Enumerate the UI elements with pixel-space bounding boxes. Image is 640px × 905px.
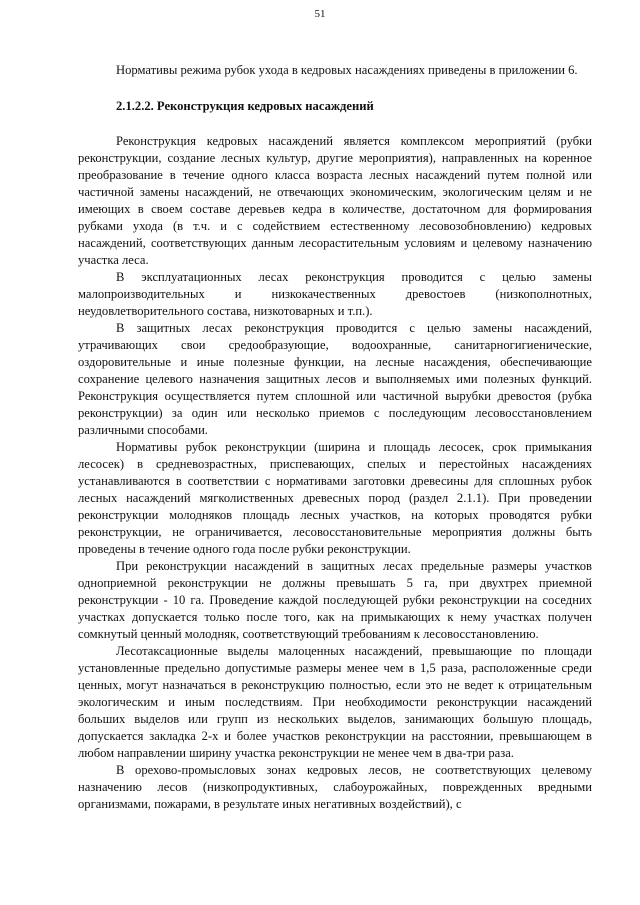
section-heading: 2.1.2.2. Реконструкция кедровых насаждений <box>116 99 374 113</box>
intro-paragraph: Нормативы режима рубок ухода в кедровых насаждениях приведены в приложении 6. <box>116 63 578 77</box>
paragraph: В эксплуатационных лесах реконструкция проводится с целью замены малопроизводительных и низкокачественных древостоев (низкополнотных, неудовлетворительного состава, низкотоварных и т.п.). <box>78 270 592 318</box>
paragraph: В защитных лесах реконструкция проводится с целью замены насаждений, утрачивающих свои средообразующие, водоохранные, санитарногигиенические, оздоровительные и иные полезные функции, на лесные насаждения, обеспечивающие сохранение целевого назначения защитных лесов и выполняемых ими полезных функций. Реконструкция осуществляется путем сплошной или частичной вырубки древостоя (рубка реконструкции) за один или несколько приемов с последующим лесовосстановлением различными способами. <box>78 321 592 437</box>
paragraph: В орехово-промысловых зонах кедровых лесов, не соответствующих целевому назначению лесов (низкопродуктивных, слабоурожайных, поврежденных вредными организмами, пожарами, в результате иных негативных воздействий), с <box>78 763 592 811</box>
paragraph: При реконструкции насаждений в защитных лесах предельные размеры участков одноприемной реконструкции не должны превышать 5 га, при двухтрех приемной реконструкции - 10 га. Проведение каждой последующей рубки реконструкции на соседних участках допускается только после того, как на примыкающих к нему участках получен сомкнутый ценный молодняк, соответствующий требованиям к лесовосстановлению. <box>78 559 592 641</box>
page-number: 51 <box>314 8 326 20</box>
document-body <box>78 62 592 813</box>
paragraph: Нормативы рубок реконструкции (ширина и площадь лесосек, срок примыкания лесосек) в средневозрастных, приспевающих, спелых и перестойных насаждениях устанавливаются в соответствии с нормативами заготовки древесины для сплошных рубок лесных насаждений мягколиственных древесных пород (раздел 2.1.1). При проведении реконструкции молодняков площадь лесных участков, на которых проводятся рубки реконструкции, не ограничивается, лесовосстановительные мероприятия должны быть проведены в течение одного года после рубки реконструкции. <box>78 440 592 556</box>
paragraph: Лесотаксационные выделы малоценных насаждений, превышающие по площади установленные предельно допустимые размеры менее чем в 1,5 раза, расположенные среди ценных, могут назначаться в реконструкцию полностью, если это не ведет к отрицательным экологическим и иным последствиям. При необходимости реконструкции насаждений больших выделов или групп из нескольких выделов, занимающих большую площадь, допускается закладка 2-х и более участков реконструкции на расстоянии, превышающем в любом направлении ширину участка реконструкции не менее чем в два-три раза. <box>78 644 592 760</box>
paragraph: Реконструкция кедровых насаждений является комплексом мероприятий (рубки реконструкции, создание лесных культур, другие мероприятия), направленных на коренное преобразование в течение одного класса возраста лесных насаждений путем полной или частичной замены насаждений, не отвечающих экономическим, экологическим целям и не имеющих в своем составе деревьев кедра в количестве, достаточном для формирования рубками ухода (в т.ч. и с содействием естественному лесовозобновлению) кедровых насаждений, соответствующих данным лесорастительным условиям и целевому назначению участка леса. <box>78 134 592 267</box>
